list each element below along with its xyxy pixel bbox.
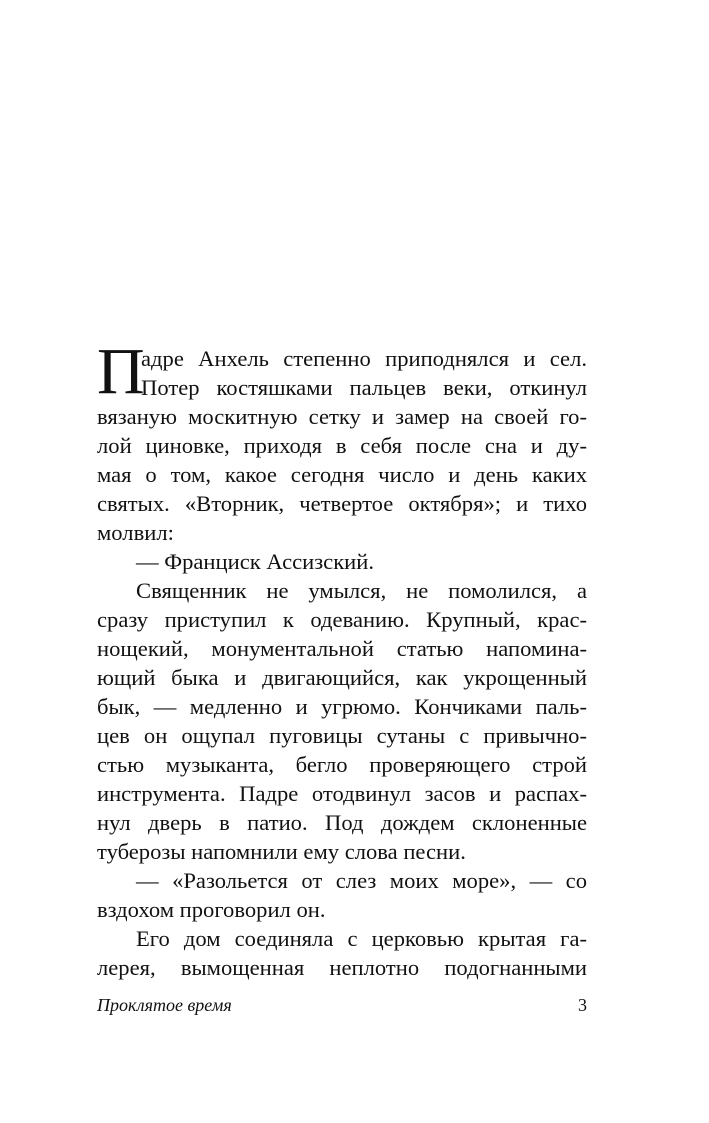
text-line: мая о том, какое сегодня число и день каких <box>97 462 587 487</box>
page-body <box>97 335 587 982</box>
text-line: молвил: <box>97 520 174 545</box>
page-number: 3 <box>578 995 587 1015</box>
text-line: нощекий, монументальной статью напомина- <box>97 636 587 661</box>
text-line: туберозы напомнили ему слова песни. <box>97 839 466 864</box>
text-line: инструмента. Падре отодвинул засов и распах- <box>97 781 587 806</box>
text-line: вздохом проговорил он. <box>97 897 326 922</box>
text-line: вязаную москитную сетку и замер на своей го- <box>97 404 587 429</box>
text-line: Священник не умылся, не помолился, а <box>136 578 587 603</box>
text-line: лой циновке, приходя в себя после сна и ду- <box>97 433 587 458</box>
page-footer <box>97 993 587 1017</box>
text-line: святых. «Вторник, четвертое октября»; и тихо <box>97 491 587 516</box>
drop-cap: П <box>97 335 145 408</box>
text-line: — Франциск Ассизский. <box>136 549 375 574</box>
text-line: — «Разольется от слез моих море», — со <box>136 868 587 893</box>
text-line: Его дом соединяла с церковью крытая га- <box>136 926 587 951</box>
text-lines <box>97 335 587 982</box>
text-line: адре Анхель степенно приподнялся и сел. <box>141 346 587 371</box>
text-line: бык, — медленно и угрюмо. Кончиками паль- <box>97 694 587 719</box>
text-line: лерея, вымощенная неплотно подогнанными <box>97 955 587 980</box>
text-line: стью музыканта, бегло проверяющего строй <box>97 752 587 777</box>
text-line: нул дверь в патио. Под дождем склоненные <box>97 810 587 835</box>
text-line: Потер костяшками пальцев веки, откинул <box>141 375 587 400</box>
text-line: ющий быка и двигающийся, как укрощенный <box>97 665 587 690</box>
text-line: сразу приступил к одеванию. Крупный, крас- <box>97 607 587 632</box>
running-title: Проклятое время <box>97 995 232 1015</box>
text-line: цев он ощупал пуговицы сутаны с привычно- <box>97 723 587 748</box>
